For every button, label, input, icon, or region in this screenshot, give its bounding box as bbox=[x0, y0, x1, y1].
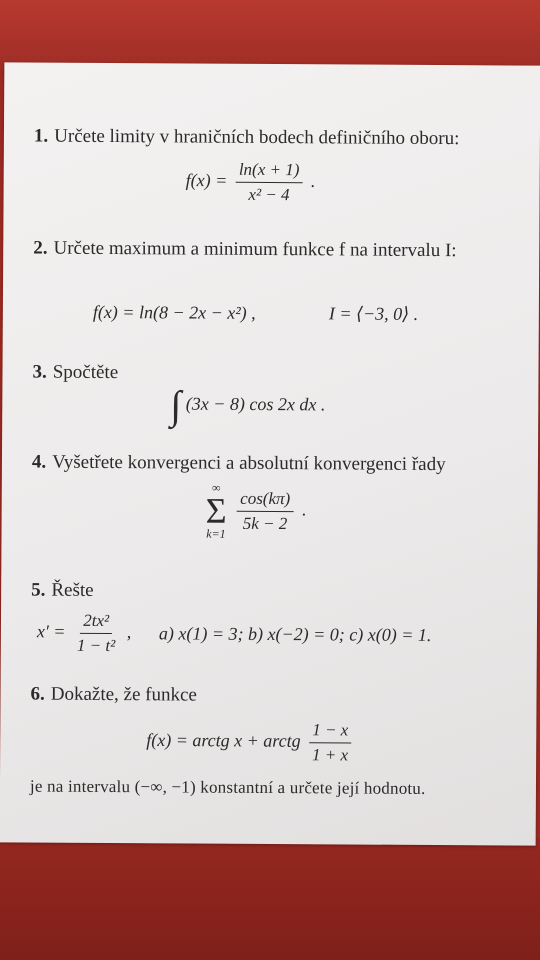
problem-6-text bbox=[30, 683, 500, 710]
problem-5-denominator: 1 − t² bbox=[76, 635, 116, 656]
problem-2-text bbox=[33, 237, 503, 264]
problem-5-numerator: 2tx² bbox=[80, 611, 112, 634]
problem-5-statement: Řešte bbox=[51, 579, 94, 601]
problem-3-text bbox=[32, 361, 502, 388]
problem-3-formula bbox=[170, 382, 326, 428]
problem-5-formula bbox=[37, 611, 132, 657]
problem-4-statement: Vyšetřete konvergenci a absolutní konvergenci řady bbox=[52, 451, 446, 476]
problem-6-denominator: 1 + x bbox=[312, 745, 349, 765]
problem-4-period: . bbox=[301, 499, 307, 520]
problem-1-statement: Určete limity v hraničních bodech definičního oboru: bbox=[54, 125, 460, 150]
problem-3-statement: Spočtěte bbox=[52, 361, 119, 384]
summation bbox=[205, 482, 226, 540]
summation-lower: k=1 bbox=[206, 526, 226, 541]
problem-2-interval bbox=[329, 302, 418, 325]
problem-3-number: 3. bbox=[32, 361, 47, 383]
problem-3-integrand: (3x − 8) cos 2x dx . bbox=[185, 393, 326, 415]
problem-2-function: f(x) = ln(8 − 2x − x²) , bbox=[92, 301, 256, 323]
problem-5-number: 5. bbox=[31, 579, 46, 601]
problem-5-text bbox=[31, 579, 501, 606]
problem-6-formula bbox=[146, 719, 355, 765]
problem-6-number: 6. bbox=[30, 683, 45, 705]
problem-1-numerator: ln(x + 1) bbox=[236, 160, 303, 183]
problem-5-comma: , bbox=[126, 621, 132, 642]
problem-1-denominator: x² − 4 bbox=[248, 184, 290, 205]
problem-6-lhs: f(x) = arctg x + arctg bbox=[146, 729, 301, 751]
problem-4-numerator: cos(kπ) bbox=[237, 488, 293, 511]
problem-5-fraction bbox=[74, 611, 119, 656]
exam-sheet bbox=[0, 62, 540, 845]
problem-6-conclusion: je na intervalu (−∞, −1) konstantní a určete její hodnotu. bbox=[29, 776, 426, 798]
problem-4-denominator: 5k − 2 bbox=[242, 513, 288, 533]
problem-2-formula bbox=[93, 301, 256, 324]
problem-2-statement: Určete maximum a minimum funkce f na intervalu I: bbox=[53, 237, 457, 262]
problem-5-lhs: x′ = bbox=[36, 621, 66, 642]
problem-4-text bbox=[32, 451, 502, 478]
problem-1-period: . bbox=[310, 170, 316, 191]
problem-4-formula bbox=[205, 482, 306, 541]
problem-5-conditions bbox=[159, 622, 432, 646]
summation-upper: ∞ bbox=[211, 480, 221, 495]
problem-4-fraction bbox=[237, 488, 293, 533]
problem-1-formula bbox=[186, 159, 316, 205]
problem-1-fraction bbox=[236, 160, 303, 205]
problem-2-number: 2. bbox=[33, 237, 48, 259]
problem-1-number: 1. bbox=[33, 125, 49, 147]
problem-1-lhs: f(x) = bbox=[185, 170, 228, 191]
background-top bbox=[0, 0, 540, 70]
problem-6-statement: Dokažte, že funkce bbox=[50, 683, 197, 706]
problem-2-interval-text: I = ⟨−3, 0⟩ . bbox=[328, 303, 419, 324]
summation-sign: Σ bbox=[205, 490, 227, 531]
problem-6-numerator: 1 − x bbox=[309, 720, 351, 743]
integral-sign: ∫ bbox=[170, 382, 182, 428]
background-bottom bbox=[0, 838, 540, 960]
problem-6-fraction bbox=[309, 720, 351, 765]
problem-5-conditions-text: a) x(1) = 3; b) x(−2) = 0; c) x(0) = 1. bbox=[158, 623, 432, 645]
problem-4-number: 4. bbox=[31, 451, 47, 473]
problem-1-text bbox=[34, 125, 504, 152]
